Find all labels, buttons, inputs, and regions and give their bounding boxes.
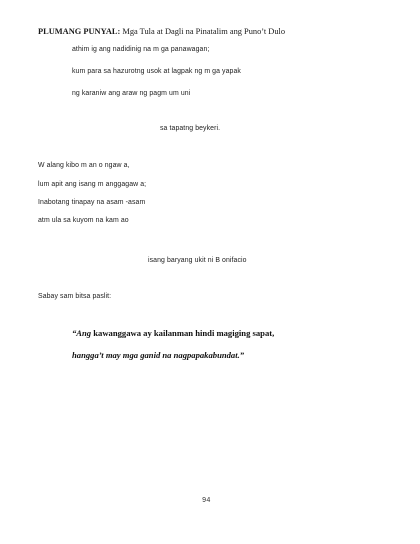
verse-attribution-2: isang baryang ukit ni B onifacio	[148, 257, 247, 264]
closing-line: Sabay sam bitsa paslit:	[38, 293, 112, 300]
quote-line-1	[72, 328, 274, 338]
running-header	[38, 27, 285, 36]
stanza2-line-1: W alang kibo m an o ngaw a,	[38, 162, 130, 169]
page-number: 94	[202, 497, 211, 505]
stanza2-line-4: atm ula sa kuyom na kam ao	[38, 217, 129, 224]
stanza1-line-1: athim ig ang nadidinig na m ga panawagan;	[72, 46, 210, 53]
quote-line-1-rest: kawanggawa ay kailanman hindi magiging sapat,	[91, 328, 275, 338]
stanza2-line-3: Inabotang tinapay na asam -asam	[38, 199, 146, 206]
quote-first-word: “Ang	[72, 328, 92, 338]
verse-attribution-1: sa tapatng beykeri.	[160, 125, 221, 132]
stanza1-line-3: ng karaniw ang araw ng pagm um uni	[72, 90, 191, 97]
book-title: PLUMANG PUNYAL:	[38, 27, 121, 36]
stanza2-line-2: lum apit ang isang m anggagaw a;	[38, 181, 147, 188]
book-subtitle: Mga Tula at Dagli na Pinatalim ang Puno’t Dulo	[122, 27, 286, 36]
stanza1-line-2: kum para sa hazurotng usok at lagpak ng m ga yapak	[72, 68, 241, 75]
quote-line-2: hangga’t may mga ganid na nagpapakabundat.”	[72, 350, 245, 360]
